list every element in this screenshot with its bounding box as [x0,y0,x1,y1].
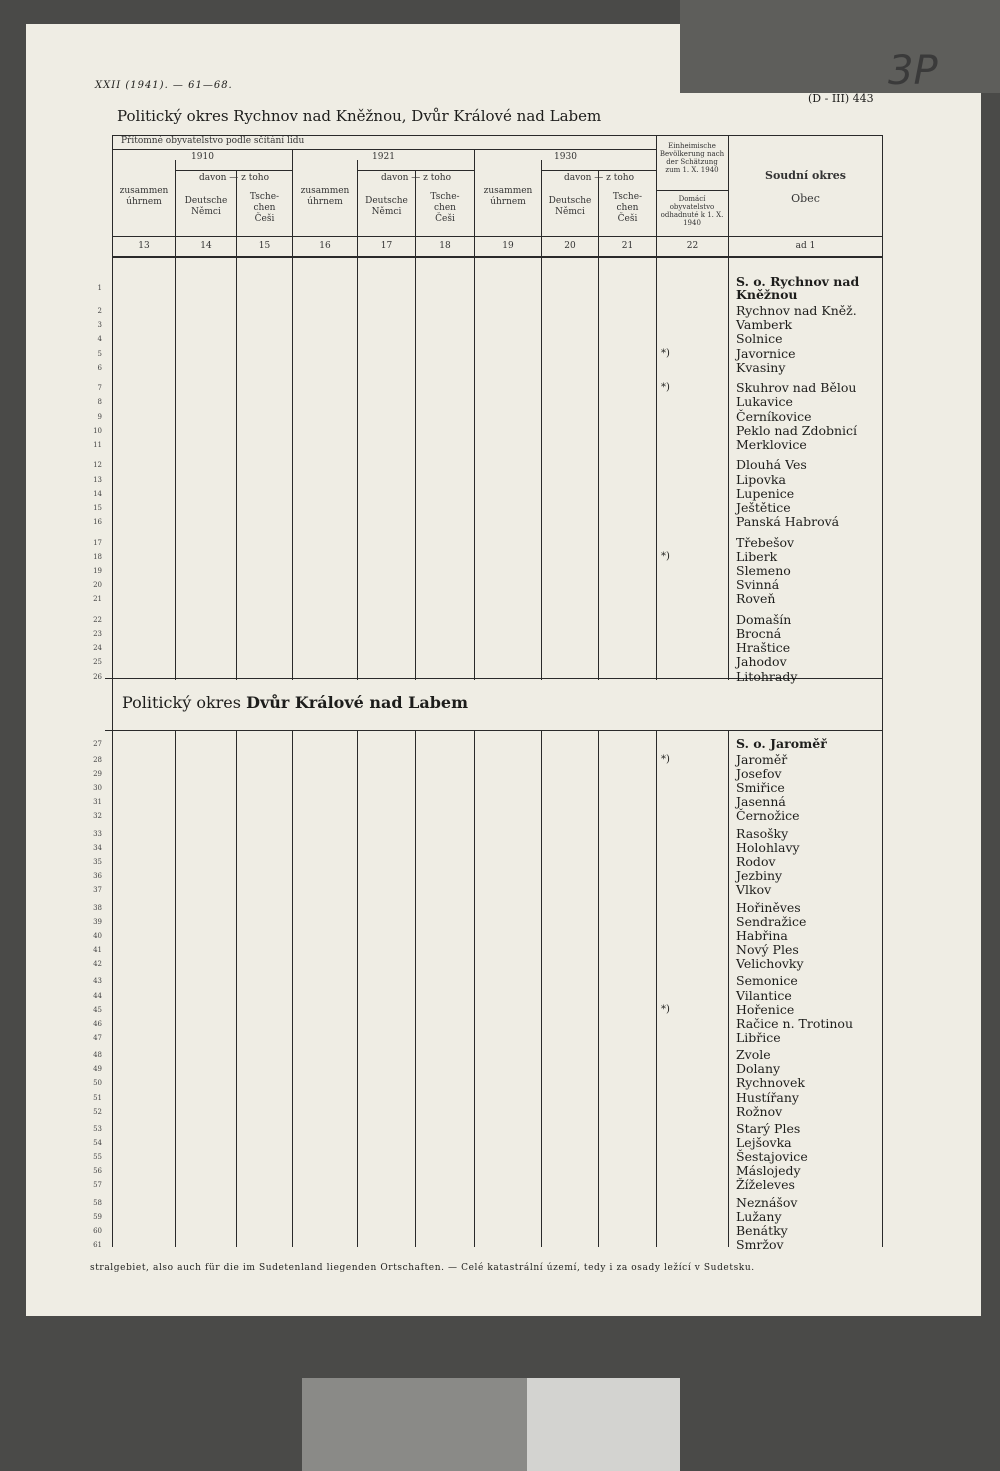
row-number: 23 [93,630,102,638]
municipality-name: Dolany [736,1061,781,1077]
table-rule [112,135,113,1247]
row-number: 46 [93,1019,102,1028]
row-number: 49 [93,1065,102,1074]
table-rule [357,160,358,680]
row-number: 50 [93,1079,102,1088]
page-title: Politický okres Rychnov nad Kněžnou, Dvůr Králové nad Labem [117,107,602,125]
table-rule [474,730,475,1247]
municipality-name: Litohrady [736,668,798,684]
row-number: 55 [93,1153,102,1162]
deutsche-header: Deutsche Němci [548,196,592,217]
municipality-name: Roveň [736,591,776,607]
table-rule [113,256,883,258]
page-number: (D - III) 443 [808,92,874,105]
row-number: 5 [97,349,102,358]
municipality-name: Starý Ples [736,1121,801,1136]
municipality-name: Skuhrov nad Bělou [736,380,857,396]
table-rule [728,730,729,1247]
row-number: 4 [97,335,102,344]
table-rule [415,730,416,1247]
total-header: zusammen úhrnem [300,186,350,207]
table-rule [882,135,883,680]
row-number: 31 [93,798,102,807]
table-rule [357,730,358,1247]
municipality-name: Velichovky [736,956,804,971]
municipality-name: Černíkovice [736,408,812,424]
column-number: 18 [439,241,451,251]
municipality-name: Solnice [736,331,783,347]
table-rule [175,160,176,680]
municipality-name: Jaroměř [736,752,788,767]
municipality-name: Benátky [736,1223,788,1238]
table-rule [105,730,883,731]
row-number: 19 [93,567,102,575]
table-rule [656,190,728,191]
table-rule [113,236,883,237]
row-number: 52 [93,1107,102,1116]
table-rule [541,730,542,1247]
davon-header: davon — z toho [198,173,269,183]
volume-reference: XXII (1941). — 61—68. [95,80,233,91]
municipality-name: Žíželeves [736,1177,795,1193]
row-number: 20 [93,581,102,590]
row-number: 28 [93,756,102,764]
row-number: 30 [93,784,102,793]
municipality-name: Račice n. Trotinou [736,1015,854,1031]
row-number: 3 [97,321,102,330]
row-number: 18 [93,552,102,561]
footnote-marker: *) [661,550,670,562]
municipality-name: Habřina [736,927,788,943]
row-number: 61 [93,1241,102,1250]
municipality-name: Sendražice [736,913,807,929]
municipality-name: Černožice [736,808,800,824]
row-number: 38 [93,903,102,912]
row-number: 45 [93,1005,102,1014]
municipality-name: Rychnovek [736,1075,805,1091]
row-number: 54 [93,1139,102,1148]
municipality-name: S. o. Rychnov nad Kněžnou [736,274,860,302]
row-number: 17 [93,538,102,547]
table-rule [598,730,599,1247]
court-district-header: Soudní okres [765,169,846,182]
municipality-name: Libřice [736,1029,781,1045]
municipality-name: Hustířany [736,1089,799,1105]
davon-header: davon — z toho [380,173,451,183]
table-rule [728,135,729,680]
table-rule [474,149,475,680]
row-number: 24 [93,644,102,653]
row-number: 29 [93,770,102,779]
municipality-name: Lejšovka [736,1135,792,1151]
row-number: 58 [93,1198,102,1207]
row-number: 42 [93,960,102,968]
municipality-name: Brocná [736,626,782,641]
row-number: 44 [93,991,102,1000]
row-number: 48 [93,1051,102,1060]
municipality-name: Lipovka [736,471,786,487]
municipality-name: Lužany [736,1208,782,1224]
municipality-name: Lukavice [736,394,793,410]
row-number: 37 [93,886,102,895]
table-rule [656,730,657,1247]
municipality-name: Holohlavy [736,839,800,855]
column-number: 15 [258,241,271,251]
municipality-name: Hořiněves [736,899,801,915]
row-number: 6 [97,363,102,372]
row-number: 27 [93,740,102,748]
municipality-name: Zvole [736,1047,771,1063]
column-number: 19 [502,241,514,251]
municipality-name: S. o. Jaroměř [736,736,827,751]
total-header: zusammen úhrnem [483,186,533,207]
municipality-name: Peklo nad Zdobnicí [736,422,858,438]
row-number: 47 [93,1033,102,1042]
municipality-name: Hraštice [736,640,791,656]
table-rule [175,730,176,1247]
table-rule [656,135,657,680]
municipality-name: Rodov [736,854,776,869]
row-number: 60 [93,1227,102,1235]
row-number: 8 [97,398,102,407]
column-number: 22 [686,241,699,251]
table-rule [175,170,292,171]
deutsche-header: Deutsche Němci [365,196,408,217]
estimate-header-cz: Domácí obyvatelstvo odhadnuté k 1. X. 1940 [660,195,724,227]
davon-header: davon — z toho [563,173,634,183]
row-number: 51 [93,1093,102,1102]
municipality-name: Josefov [736,766,782,782]
table-rule [113,149,656,150]
tschechen-header: Tsche- chen Češi [612,192,643,224]
row-number: 14 [93,489,102,498]
row-number: 33 [93,829,102,838]
row-number: 15 [93,504,102,512]
footnote-marker: *) [661,347,670,359]
footnote-marker: *) [661,382,670,394]
column-number: ad 1 [795,241,816,251]
municipality-header: Obec [791,192,820,205]
year-header-1930: 1930 [554,152,577,162]
municipality-name: Rasošky [736,825,789,841]
row-number: 21 [93,595,102,604]
deutsche-header: Deutsche Němci [184,196,228,217]
scan-background [680,0,1000,93]
municipality-name: Domašín [736,611,792,627]
municipality-name: Smiřice [736,780,785,796]
row-number: 22 [93,615,102,624]
row-number: 34 [93,843,102,852]
municipality-name: Máslojedy [736,1163,801,1179]
row-number: 56 [93,1167,102,1176]
municipality-name: Smržov [736,1237,784,1253]
municipality-name: Šestajovice [736,1149,808,1165]
row-number: 36 [93,872,102,881]
municipality-name: Slemeno [736,563,791,578]
tschechen-header: Tsche- chen Češi [430,192,460,224]
row-number: 13 [93,475,102,484]
column-number: 13 [138,241,150,251]
municipality-name: Hořenice [736,1001,795,1017]
row-number: 12 [93,461,102,470]
row-number: 25 [93,658,102,667]
municipality-name: Ještětice [736,500,791,515]
row-number: 35 [93,858,102,866]
section-title [122,693,468,712]
table-rule [292,730,293,1247]
row-number: 1 [97,284,102,292]
table-rule [292,149,293,680]
year-header-1910: 1910 [191,152,214,162]
row-number: 41 [93,945,102,954]
municipality-name: Kvasiny [736,359,786,375]
row-number: 57 [93,1181,102,1190]
municipality-name: Jezbiny [736,868,783,884]
municipality-name: Třebešov [736,534,795,550]
municipality-name: Jahodov [736,654,787,670]
municipality-name: Svinná [736,577,780,593]
municipality-name: Rožnov [736,1103,783,1119]
municipality-name: Neznášov [736,1194,798,1210]
municipality-name: Lupenice [736,485,795,501]
municipality-name: Vamberk [736,317,793,333]
total-header: zusammen úhrnem [119,186,169,207]
municipality-name: Liberk [736,548,778,564]
municipality-name: Semonice [736,973,798,989]
row-number: 26 [93,672,102,681]
row-number: 39 [93,917,102,926]
column-number: 21 [621,241,634,251]
municipality-name: Rychnov nad Kněž. [736,303,857,318]
row-number: 40 [93,931,102,940]
column-number: 16 [319,241,331,251]
footnote-marker: *) [661,1003,670,1015]
municipality-name: Merklovice [736,437,807,452]
table-rule [236,730,237,1247]
footnote-marker: *) [661,754,670,765]
table-rule [541,160,542,680]
row-number: 43 [93,977,102,986]
table-rule [882,680,883,1247]
row-number: 11 [93,441,102,449]
column-group-header: Přítomné obyvatelstvo podle sčítání lidu [121,136,305,146]
municipality-name: Javornice [736,345,796,361]
estimate-header: Einheimische Bevölkerung nach der Schätzung zum 1. X. 1940 [659,142,725,174]
column-number: 14 [200,241,212,251]
footnote: stralgebiet, also auch für die im Sudetenland liegenden Ortschaften. — Celé katastrální území, tedy i za osady ležící v Sudetsku. [90,1263,755,1273]
municipality-name: Vilantice [736,987,792,1003]
municipality-name: Dlouhá Ves [736,457,807,473]
municipality-name: Nový Ples [736,941,799,957]
row-number: 16 [93,518,102,527]
column-number: 20 [564,241,576,251]
section-title-prefix: Politický okres [122,693,247,712]
scan-background [527,1378,680,1471]
row-number: 10 [93,426,102,435]
row-number: 7 [97,384,102,393]
row-number: 32 [93,812,102,821]
municipality-name: Jasenná [736,794,786,810]
tschechen-header: Tsche- chen Češi [249,192,280,224]
column-number: 17 [380,241,393,251]
year-header-1921: 1921 [372,152,395,162]
row-number: 9 [97,412,102,421]
municipality-name: Panská Habrová [736,514,840,530]
handwritten-mark: 3P [888,48,938,94]
document-page [26,24,981,1316]
row-number: 59 [93,1212,102,1221]
row-number: 53 [93,1125,102,1133]
section-title-bold: Dvůr Králové nad Labem [246,693,469,712]
scan-background [302,1378,527,1471]
municipality-name: Vlkov [736,882,772,898]
row-number: 2 [97,307,102,315]
